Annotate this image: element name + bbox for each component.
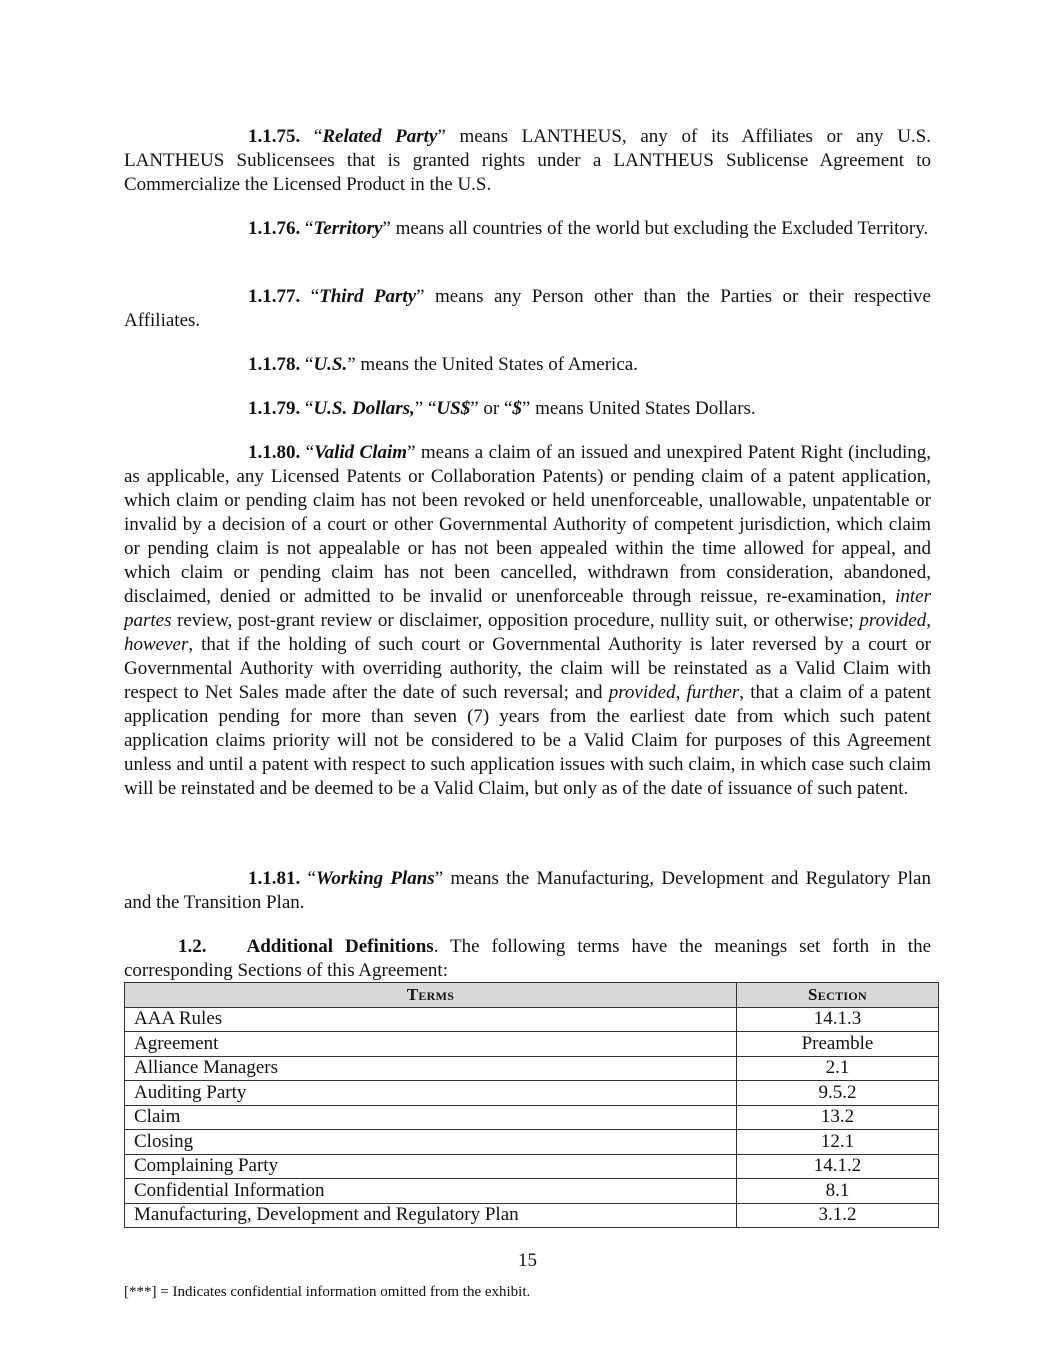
term-cell: Agreement bbox=[125, 1032, 737, 1057]
section-cell: 8.1 bbox=[737, 1179, 939, 1204]
defined-term: U.S. bbox=[313, 354, 348, 375]
definition-text: , bbox=[675, 682, 687, 703]
definition-text: review, post-grant review or disclaimer, opposition procedure, nullity suit, or otherwise; bbox=[171, 610, 860, 631]
term-cell: Claim bbox=[125, 1105, 737, 1130]
definition-number: 1.1.81. bbox=[248, 868, 301, 889]
definition-territory: 1.1.76. “Territory” means all countries of the world but excluding the Excluded Territory. bbox=[248, 218, 929, 239]
section-cell: 12.1 bbox=[737, 1130, 939, 1155]
definition-third-party: 1.1.77. “Third Party” means any Person other than the Parties or their respective Affiliates. bbox=[124, 286, 931, 331]
section-cell: 14.1.3 bbox=[737, 1007, 939, 1032]
definition-number: 1.1.79. bbox=[248, 398, 301, 419]
table-row bbox=[125, 1203, 939, 1228]
italic-phrase: inter partes bbox=[124, 586, 931, 631]
defined-term: Related Party bbox=[322, 126, 438, 147]
italic-phrase: further bbox=[686, 682, 740, 703]
definition-text: means the Manufacturing, Development and Regulatory Plan and the Transition Plan. bbox=[124, 868, 931, 913]
section-cell: 3.1.2 bbox=[737, 1203, 939, 1228]
defined-term: $ bbox=[512, 398, 522, 419]
confidentiality-footnote: [***] = Indicates confidential information omitted from the exhibit. bbox=[124, 1284, 531, 1300]
definition-text: means LANTHEUS, any of its Affiliates or any U.S. LANTHEUS Sublicensees that is granted rights under a LANTHEUS Sublicense Agreement to Commercialize the Licensed Product in the U.S. bbox=[124, 126, 931, 195]
term-cell: Complaining Party bbox=[125, 1154, 737, 1179]
term-cell: Auditing Party bbox=[125, 1081, 737, 1106]
definition-valid-claim: 1.1.80. “Valid Claim” means a claim of an issued and unexpired Patent Right (including, as applicable, any Licensed Patents or Collaboration Patents) or pending claim of a patent application, which claim or pending claim has not been revoked or held unenforceable, unallowable, unpatentable or invalid by a decision of a court or other Governmental Authority of competent jurisdiction, which claim or pending claim is not appealable or has not been appealed within the time allowed for appeal, and which claim or pending claim has not been cancelled, withdrawn from consideration, abandoned, disclaimed, denied or admitted to be invalid or unenforceable through reissue, re-examination, inter partes review, post-grant review or disclaimer, opposition procedure, nullity suit, or otherwise; provided, however, that if the holding of such court or Governmental Authority is later reversed by a court or Governmental Authority with overriding authority, the claim will be reinstated as a Valid Claim with respect to Net Sales made after the date of such reversal; and provided, further, that a claim of a patent application pending for more than seven (7) years from the earliest date from which such patent application claims priority will not be considered to be a Valid Claim for purposes of this Agreement unless and until a patent with respect to such application issues with such claim, in which case such claim will be reinstated and be deemed to be a Valid Claim, but only as of the date of issuance of such patent. bbox=[124, 442, 932, 799]
italic-phrase: provided, however bbox=[124, 610, 931, 655]
definition-us: 1.1.78. “U.S.” means the United States of America. bbox=[248, 354, 638, 375]
section-cell: 14.1.2 bbox=[737, 1154, 939, 1179]
term-cell: Manufacturing, Development and Regulatory Plan bbox=[125, 1203, 737, 1228]
section-heading: Additional Definitions bbox=[246, 936, 434, 957]
definition-text: means a claim of an issued and unexpired Patent Right (including, as applicable, any Licensed Patents or Collaboration Patents) or pending claim of a patent application, which claim or pending claim has not been revoked or held unenforceable, unallowable, unpatentable or invalid by a decision of a court or other Governmental Authority of competent jurisdiction, which claim or pending claim is not appealable or has not been appealed within the time allowed for appeal, and which claim or pending claim has not been cancelled, withdrawn from consideration, abandoned, disclaimed, denied or admitted to be invalid or unenforceable through reissue, re-examination, bbox=[124, 442, 931, 607]
table-row bbox=[125, 1007, 939, 1032]
defined-term: Third Party bbox=[319, 286, 417, 307]
definition-text: means United States Dollars. bbox=[530, 398, 756, 419]
defined-term: Working Plans bbox=[315, 868, 435, 889]
term-cell: Alliance Managers bbox=[125, 1056, 737, 1081]
table-row bbox=[125, 1105, 939, 1130]
definitions-table bbox=[124, 982, 939, 1228]
term-cell: Confidential Information bbox=[125, 1179, 737, 1204]
term-separator: ” “ bbox=[414, 398, 437, 419]
table-row bbox=[125, 1130, 939, 1155]
term-cell: AAA Rules bbox=[125, 1007, 737, 1032]
definition-working-plans: 1.1.81. “Working Plans” means the Manufacturing, Development and Regulatory Plan and the Transition Plan. bbox=[124, 868, 931, 913]
definition-text: means the United States of America. bbox=[355, 354, 638, 375]
table-header-row bbox=[125, 983, 939, 1008]
definition-text: , that a claim of a patent application pending for more than seven (7) years from the earliest date from which such patent application claims priority will not be considered to be a Valid Claim for purposes of this Agreement unless and until a patent with respect to such application issues with such claim, in which case such claim will be reinstated and be deemed to be a Valid Claim, but only as of the date of issuance of such patent. bbox=[124, 682, 932, 799]
table-row bbox=[125, 1056, 939, 1081]
definition-number: 1.1.80. bbox=[248, 442, 301, 463]
defined-term: U.S. Dollars, bbox=[313, 398, 415, 419]
section-cell: 9.5.2 bbox=[737, 1081, 939, 1106]
definition-number: 1.1.75. bbox=[248, 126, 301, 147]
column-header-terms: Terms bbox=[125, 983, 737, 1008]
table-row bbox=[125, 1081, 939, 1106]
definition-text: means all countries of the world but excluding the Excluded Territory. bbox=[390, 218, 929, 239]
column-header-section: Section bbox=[737, 983, 939, 1008]
definition-number: 1.1.78. bbox=[248, 354, 301, 375]
table-row bbox=[125, 1179, 939, 1204]
section-cell: Preamble bbox=[737, 1032, 939, 1057]
term-separator: ” or “ bbox=[470, 398, 513, 419]
section-additional-definitions bbox=[124, 935, 931, 983]
table-row bbox=[125, 1032, 939, 1057]
definition-number: 1.1.76. bbox=[248, 218, 301, 239]
definition-text: , that if the holding of such court or Governmental Authority is later reversed by a court or Governmental Authority with overriding authority, the claim will be reinstated as a Valid Claim with respect to Net Sales made after the date of such reversal; and bbox=[124, 634, 931, 703]
section-cell: 13.2 bbox=[737, 1105, 939, 1130]
section-cell: 2.1 bbox=[737, 1056, 939, 1081]
table-row bbox=[125, 1154, 939, 1179]
section-number: 1.2. bbox=[178, 936, 207, 957]
term-cell: Closing bbox=[125, 1130, 737, 1155]
defined-term: US$ bbox=[436, 398, 471, 419]
definition-number: 1.1.77. bbox=[248, 286, 301, 307]
definition-us-dollars: 1.1.79. “U.S. Dollars,” “US$” or “$” means United States Dollars. bbox=[248, 398, 756, 419]
defined-term: Valid Claim bbox=[314, 442, 408, 463]
definition-text: means any Person other than the Parties or their respective Affiliates. bbox=[124, 286, 931, 331]
definition-related-party: 1.1.75. “Related Party” means LANTHEUS, any of its Affiliates or any U.S. LANTHEUS Sublicensees that is granted rights under a LANTHEUS Sublicense Agreement to Commercialize the Licensed Product in the U.S. bbox=[124, 126, 931, 195]
defined-term: Territory bbox=[313, 218, 383, 239]
page-number: 15 bbox=[518, 1250, 537, 1271]
section-text: . The following terms have the meanings set forth in the corresponding Sections of this Agreement: bbox=[124, 936, 932, 981]
italic-phrase: provided bbox=[608, 682, 676, 703]
